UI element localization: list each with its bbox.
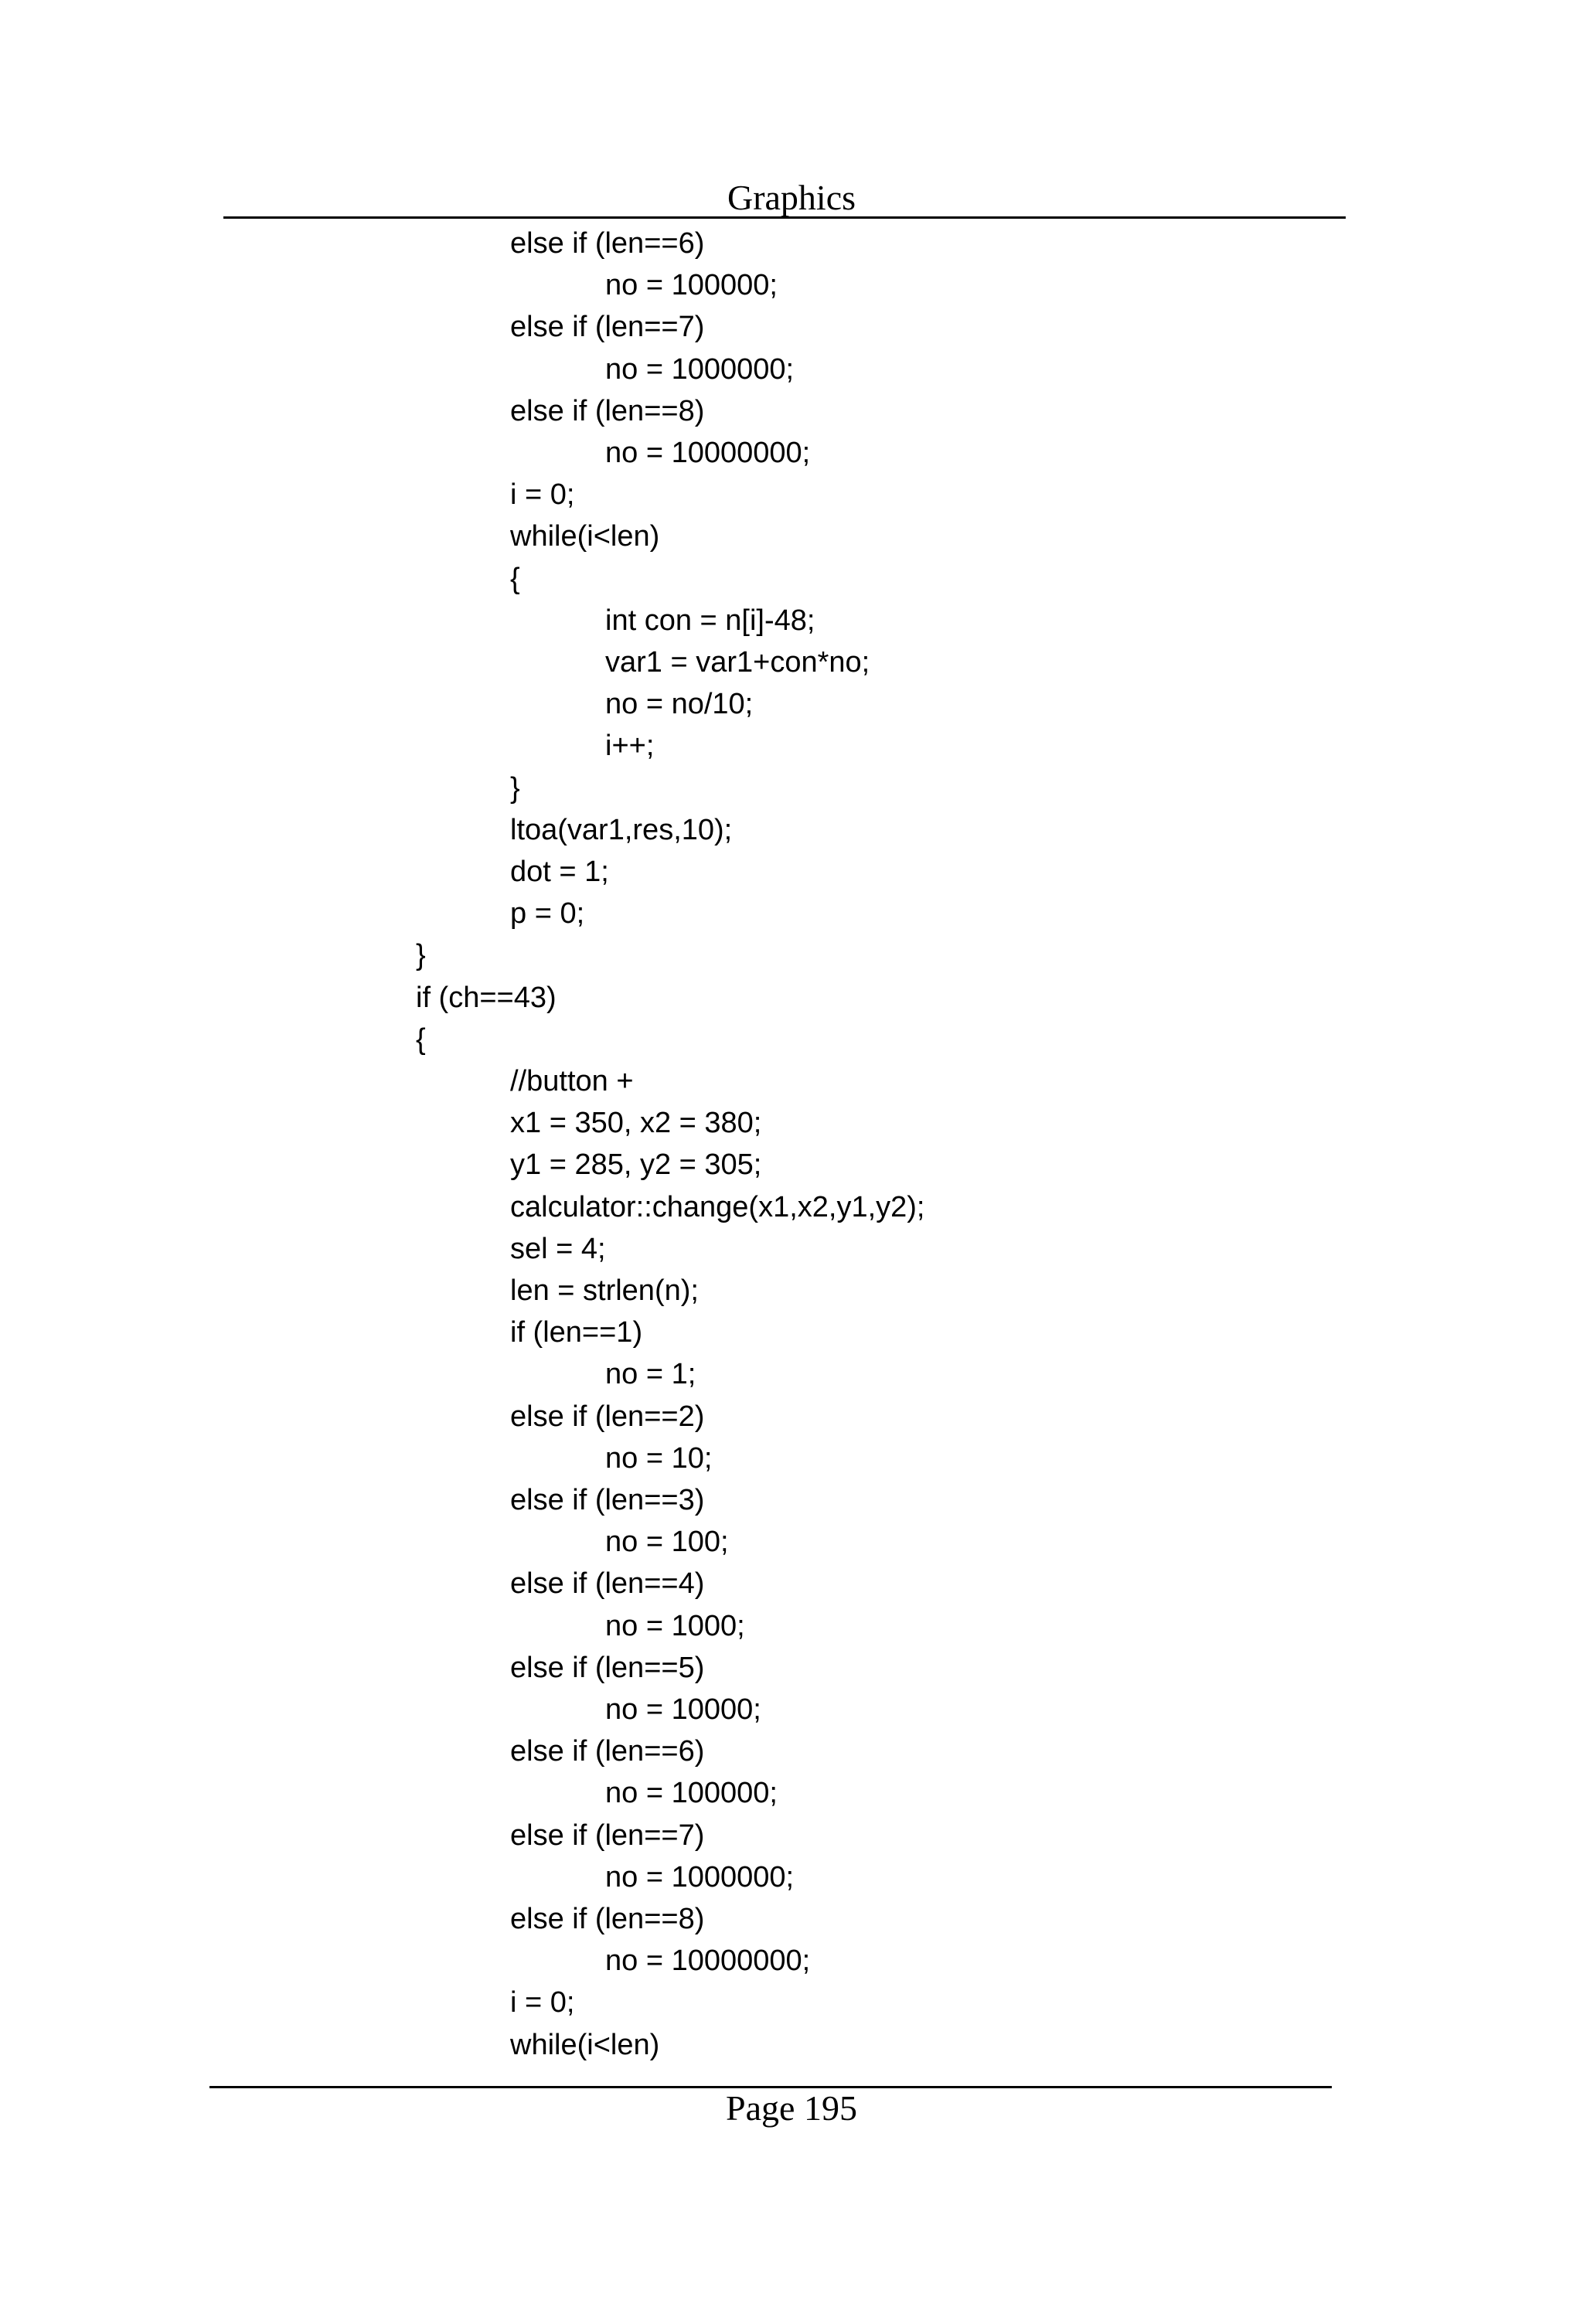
code-line: }: [510, 772, 520, 805]
code-line: x1 = 350, x2 = 380;: [510, 1107, 762, 1139]
code-line: no = 1000000;: [605, 1861, 795, 1894]
code-line: else if (len==7): [510, 311, 705, 343]
code-line: i++;: [605, 730, 655, 762]
code-line: no = 1000;: [605, 1610, 745, 1642]
code-line: i = 0;: [510, 478, 575, 511]
code-line: while(i<len): [510, 2029, 660, 2061]
code-line: }: [416, 939, 426, 971]
code-line: else if (len==2): [510, 1400, 705, 1433]
code-line: no = 1;: [605, 1358, 696, 1390]
code-line: else if (len==5): [510, 1652, 705, 1684]
code-line: no = 10000000;: [605, 437, 811, 469]
code-line: else if (len==6): [510, 1735, 705, 1768]
code-line: if (ch==43): [416, 982, 557, 1014]
code-line: else if (len==3): [510, 1484, 705, 1516]
code-line: calculator::change(x1,x2,y1,y2);: [510, 1191, 925, 1223]
code-line: dot = 1;: [510, 856, 609, 888]
code-line: else if (len==6): [510, 227, 705, 260]
code-line: if (len==1): [510, 1316, 643, 1349]
code-line: no = 100;: [605, 1526, 729, 1558]
code-line: no = 100000;: [605, 1777, 778, 1809]
code-line: //button +: [510, 1065, 634, 1097]
code-line: no = 10000000;: [605, 1945, 811, 1977]
code-line: sel = 4;: [510, 1233, 606, 1265]
code-line: {: [510, 563, 520, 595]
code-line: no = no/10;: [605, 688, 754, 720]
code-line: while(i<len): [510, 520, 660, 553]
code-line: else if (len==4): [510, 1567, 705, 1600]
page-number: Page 195: [726, 2088, 857, 2128]
code-line: y1 = 285, y2 = 305;: [510, 1148, 762, 1181]
code-line: var1 = var1+con*no;: [605, 646, 870, 679]
code-line: len = strlen(n);: [510, 1274, 699, 1307]
code-line: else if (len==7): [510, 1819, 705, 1852]
page-header-title: Graphics: [727, 178, 856, 217]
code-line: else if (len==8): [510, 1903, 705, 1935]
code-line: else if (len==8): [510, 395, 705, 427]
header-divider: [223, 216, 1346, 219]
code-line: int con = n[i]-48;: [605, 604, 815, 637]
code-line: no = 10;: [605, 1442, 713, 1475]
code-line: ltoa(var1,res,10);: [510, 814, 733, 846]
code-line: no = 1000000;: [605, 353, 795, 386]
code-line: {: [416, 1023, 426, 1056]
code-line: i = 0;: [510, 1986, 575, 2019]
code-line: p = 0;: [510, 897, 585, 930]
code-line: no = 100000;: [605, 269, 778, 301]
code-line: no = 10000;: [605, 1693, 761, 1726]
